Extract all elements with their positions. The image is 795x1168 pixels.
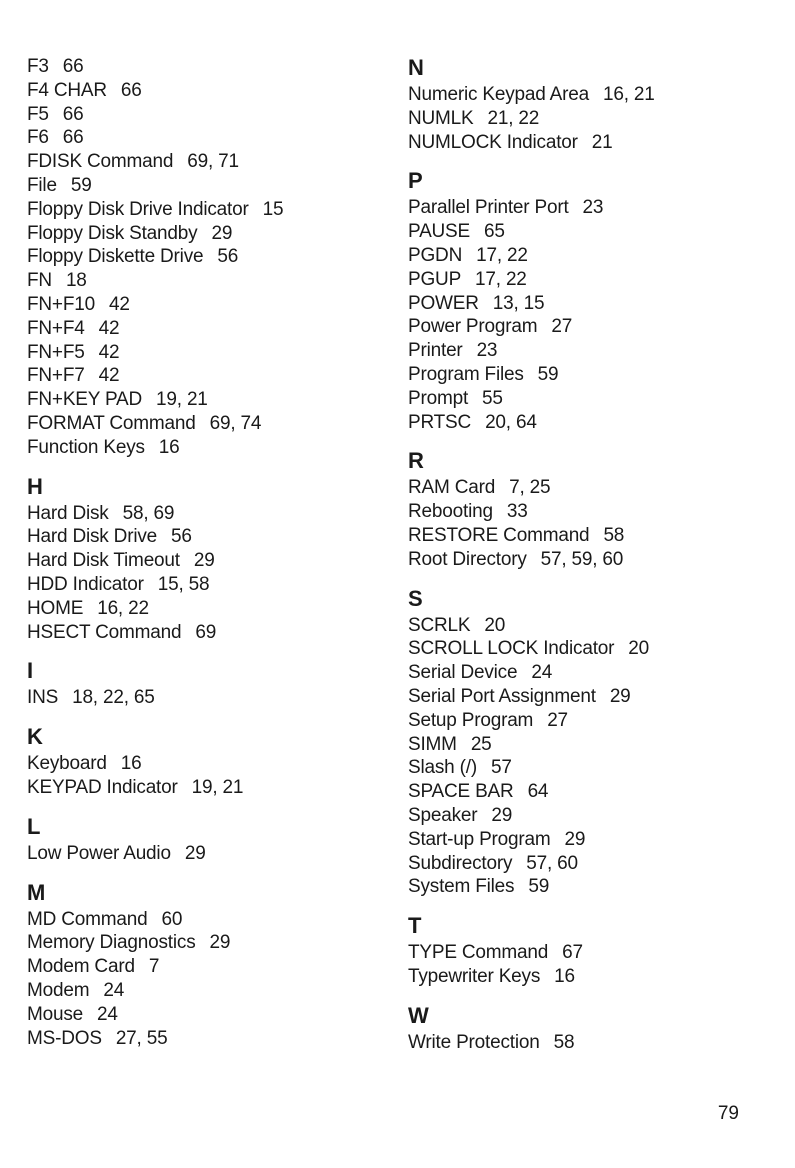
index-term: Parallel Printer Port <box>408 197 569 219</box>
index-entry <box>408 757 512 779</box>
index-term: File <box>27 175 57 196</box>
index-page-refs: 58 <box>553 1031 575 1053</box>
index-page-refs: 21 <box>591 131 613 153</box>
index-entry <box>27 270 87 292</box>
index-page-refs: 59 <box>528 876 550 898</box>
index-page-refs: 29 <box>211 222 233 244</box>
index-page-refs: 23 <box>582 197 604 219</box>
index-page-refs: 33 <box>506 501 528 523</box>
index-term: Floppy Disk Standby <box>27 222 198 244</box>
index-term: FN <box>27 270 52 292</box>
index-term: Low Power Audio <box>27 842 171 864</box>
index-term: PAUSE <box>408 221 471 243</box>
index-page-refs: 65 <box>484 221 505 243</box>
index-page-refs: 24 <box>531 662 553 684</box>
index-page-refs: 15 <box>262 198 284 220</box>
index-entry <box>27 104 84 126</box>
index-page-refs: 7 <box>148 956 160 978</box>
index-page-refs: 59 <box>537 364 559 385</box>
index-page-refs: 57 <box>490 757 512 779</box>
index-entry <box>27 80 142 102</box>
index-term: NUMLOCK Indicator <box>408 131 578 153</box>
index-entry <box>27 777 243 799</box>
index-term: Memory Diagnostics <box>27 932 196 954</box>
index-term: SCROLL LOCK Indicator <box>408 638 615 660</box>
index-term: SPACE BAR <box>408 781 514 803</box>
index-entry <box>27 932 230 954</box>
index-page-refs: 58 <box>603 525 625 546</box>
index-term: Keyboard <box>27 753 107 775</box>
index-term: Mouse <box>27 1003 84 1025</box>
index-entry <box>408 316 572 338</box>
index-page-refs: 20 <box>628 638 650 660</box>
index-term: Serial Device <box>408 662 518 684</box>
index-term: Serial Port Assignment <box>408 686 596 707</box>
index-entry <box>27 365 119 387</box>
index-term: FN+F10 <box>27 294 95 315</box>
index-letter-heading: L <box>27 813 41 839</box>
index-term: Start-up Program <box>408 828 551 850</box>
index-term: Power Program <box>408 316 538 338</box>
index-term: MS-DOS <box>27 1027 102 1049</box>
index-letter-heading: S <box>408 585 423 611</box>
index-term: POWER <box>408 292 479 314</box>
index-entry <box>408 412 537 434</box>
index-page-refs: 17, 22 <box>476 245 528 266</box>
index-term: Write Protection <box>408 1031 540 1053</box>
index-entry <box>408 829 585 851</box>
index-entry <box>408 638 649 660</box>
index-entry <box>27 687 155 709</box>
index-letter-heading: K <box>27 724 43 750</box>
index-page-refs: 15, 58 <box>157 574 210 595</box>
index-page-refs: 25 <box>470 733 492 755</box>
index-term: System Files <box>408 876 515 898</box>
index-entry <box>408 525 624 547</box>
index-term: SIMM <box>408 733 457 755</box>
index-page-refs: 23 <box>476 340 498 362</box>
index-entry <box>408 615 505 637</box>
index-term: F5 <box>27 103 49 125</box>
index-entry <box>408 549 623 571</box>
index-term: Program Files <box>408 364 524 385</box>
index-page-refs: 16 <box>158 436 180 458</box>
index-page-refs: 66 <box>120 79 142 101</box>
index-entry <box>408 1032 574 1054</box>
index-entry <box>408 686 631 708</box>
index-entry <box>27 223 232 245</box>
index-page-refs: 64 <box>527 781 549 803</box>
index-term: INS <box>27 687 59 709</box>
index-term: RAM Card <box>408 477 496 499</box>
index-entry <box>408 364 558 386</box>
index-term: Hard Disk Timeout <box>27 550 180 572</box>
index-entry <box>27 503 174 525</box>
index-page-refs: 18, 22, 65 <box>72 687 155 709</box>
index-entry <box>408 501 528 523</box>
index-entry <box>27 843 206 865</box>
index-page-refs: 27 <box>547 709 568 731</box>
index-entry <box>408 84 655 106</box>
index-term: PGUP <box>408 268 462 290</box>
index-term: FN+KEY PAD <box>27 389 143 411</box>
index-term: Speaker <box>408 805 478 826</box>
index-term: Slash (/) <box>408 757 477 779</box>
index-entry <box>408 245 528 267</box>
index-entry <box>408 388 503 410</box>
index-entry <box>27 753 141 775</box>
index-page-refs: 66 <box>62 103 84 125</box>
index-page-refs: 56 <box>171 526 192 548</box>
index-page-refs: 57, 60 <box>526 852 578 874</box>
index-term: FN+F5 <box>27 341 85 363</box>
index-entry <box>27 151 239 173</box>
index-page-refs: 42 <box>98 341 120 363</box>
index-term: FORMAT Command <box>27 413 196 434</box>
index-term: Prompt <box>408 387 469 409</box>
index-entry <box>408 710 568 732</box>
index-page-refs: 24 <box>103 980 125 1001</box>
index-entry <box>27 526 192 548</box>
index-page-refs: 16, 22 <box>97 597 149 619</box>
index-page-refs: 29 <box>209 932 231 954</box>
index-entry <box>408 132 613 154</box>
index-page-refs: 29 <box>193 550 215 572</box>
index-entry <box>27 127 84 149</box>
index-page-refs: 29 <box>564 828 586 850</box>
index-term: Hard Disk Drive <box>27 526 158 548</box>
index-term: SCRLK <box>408 614 471 636</box>
index-entry <box>408 662 552 684</box>
index-entry <box>27 246 238 268</box>
index-letter-heading: W <box>408 1002 429 1028</box>
index-entry <box>408 966 575 988</box>
index-entry <box>27 1028 167 1050</box>
index-entry <box>408 293 544 315</box>
index-term: HOME <box>27 597 84 619</box>
index-letter-heading: N <box>408 55 424 80</box>
index-term: MD Command <box>27 908 148 930</box>
index-page-refs: 42 <box>98 365 120 387</box>
index-term: PGDN <box>408 245 463 266</box>
index-page-refs: 16, 21 <box>603 84 655 105</box>
index-term: Typewriter Keys <box>408 966 541 987</box>
index-term: NUMLK <box>408 107 474 129</box>
index-term: F4 CHAR <box>27 79 107 101</box>
index-page-refs: 42 <box>108 294 130 315</box>
index-entry <box>27 199 283 221</box>
index-term: PRTSC <box>408 411 472 433</box>
index-letter-heading: R <box>408 448 424 474</box>
index-page-refs: 69, 74 <box>209 413 262 434</box>
page-number: 79 <box>717 1103 739 1124</box>
index-entry <box>27 342 119 364</box>
index-entry <box>408 805 512 827</box>
index-page-refs: 57, 59, 60 <box>540 548 624 570</box>
index-page-refs: 7, 25 <box>509 477 551 499</box>
index-term: FN+F7 <box>27 365 85 387</box>
index-entry <box>27 56 84 78</box>
index-page-refs: 66 <box>62 56 84 77</box>
index-term: F6 <box>27 127 49 149</box>
index-page-refs: 42 <box>98 317 120 339</box>
index-page-refs: 69, 71 <box>187 151 239 173</box>
index-entry <box>408 876 549 898</box>
index-term: Modem Card <box>27 956 135 978</box>
index-term: HSECT Command <box>27 621 182 643</box>
index-page-refs: 18 <box>65 270 87 292</box>
index-term: Setup Program <box>408 709 534 731</box>
index-page-refs: 16 <box>554 966 575 987</box>
index-entry <box>408 340 497 362</box>
index-page-refs: 27, 55 <box>115 1027 168 1049</box>
index-entry <box>27 574 209 596</box>
index-entry <box>408 197 603 219</box>
index-term: Floppy Disk Drive Indicator <box>27 198 249 220</box>
index-entry <box>27 175 92 197</box>
index-page-refs: 20 <box>484 614 506 636</box>
index-page-refs: 60 <box>161 908 183 930</box>
index-letter-heading: M <box>27 879 46 905</box>
index-entry <box>408 853 578 875</box>
index-term: Root Directory <box>408 548 527 570</box>
index-entry <box>27 437 180 459</box>
index-entry <box>27 980 124 1002</box>
index-term: Printer <box>408 340 463 362</box>
index-entry <box>27 550 215 572</box>
index-term: Floppy Diskette Drive <box>27 246 204 268</box>
index-page-refs: 59 <box>70 175 92 196</box>
index-term: HDD Indicator <box>27 574 144 595</box>
index-entry <box>27 413 261 435</box>
index-page-refs: 21, 22 <box>487 107 540 129</box>
index-term: Rebooting <box>408 501 493 523</box>
index-term: Hard Disk <box>27 502 109 524</box>
index-term: FDISK Command <box>27 151 174 173</box>
index-entry <box>27 598 149 620</box>
index-entry <box>27 294 130 316</box>
index-page-refs: 29 <box>491 805 513 826</box>
index-page-refs: 29 <box>609 686 631 707</box>
index-entry <box>27 909 182 931</box>
index-entry <box>408 781 548 803</box>
index-page-refs: 24 <box>97 1003 118 1025</box>
index-letter-heading: T <box>408 913 422 939</box>
index-term: TYPE Command <box>408 942 549 964</box>
index-page-refs: 19, 21 <box>191 777 244 798</box>
index-entry <box>408 477 550 499</box>
index-page-refs: 58, 69 <box>122 502 175 524</box>
index-term: Numeric Keypad Area <box>408 84 590 105</box>
index-entry <box>408 734 492 756</box>
index-letter-heading: I <box>27 658 34 684</box>
index-page-refs: 17, 22 <box>475 268 527 290</box>
index-entry <box>27 956 159 978</box>
index-entry <box>408 221 505 243</box>
index-page-refs: 67 <box>562 942 583 964</box>
index-entry <box>27 622 216 644</box>
index-page-refs: 27 <box>551 316 573 338</box>
index-page-refs: 13, 15 <box>492 292 545 314</box>
index-page-refs: 56 <box>217 246 239 268</box>
index-entry <box>27 1004 118 1026</box>
index-term: Modem <box>27 980 90 1001</box>
index-entry <box>27 318 119 340</box>
index-page-refs: 55 <box>482 387 503 409</box>
index-page-refs: 16 <box>120 753 142 775</box>
index-page-refs: 20, 64 <box>485 411 537 433</box>
index-page-refs: 29 <box>184 842 206 864</box>
index-page-refs: 66 <box>62 127 84 149</box>
index-page-refs: 19, 21 <box>156 389 208 411</box>
index-term: Subdirectory <box>408 852 513 874</box>
index-entry <box>408 108 539 130</box>
index-letter-heading: H <box>27 473 43 499</box>
index-term: RESTORE Command <box>408 525 590 546</box>
index-letter-heading: P <box>408 168 423 194</box>
index-entry <box>27 389 208 411</box>
index-entry <box>408 269 527 291</box>
index-term: KEYPAD Indicator <box>27 777 178 798</box>
index-page-refs: 69 <box>195 621 217 643</box>
index-term: Function Keys <box>27 436 145 458</box>
index-term: FN+F4 <box>27 317 85 339</box>
index-entry <box>408 942 583 964</box>
index-term: F3 <box>27 56 49 77</box>
